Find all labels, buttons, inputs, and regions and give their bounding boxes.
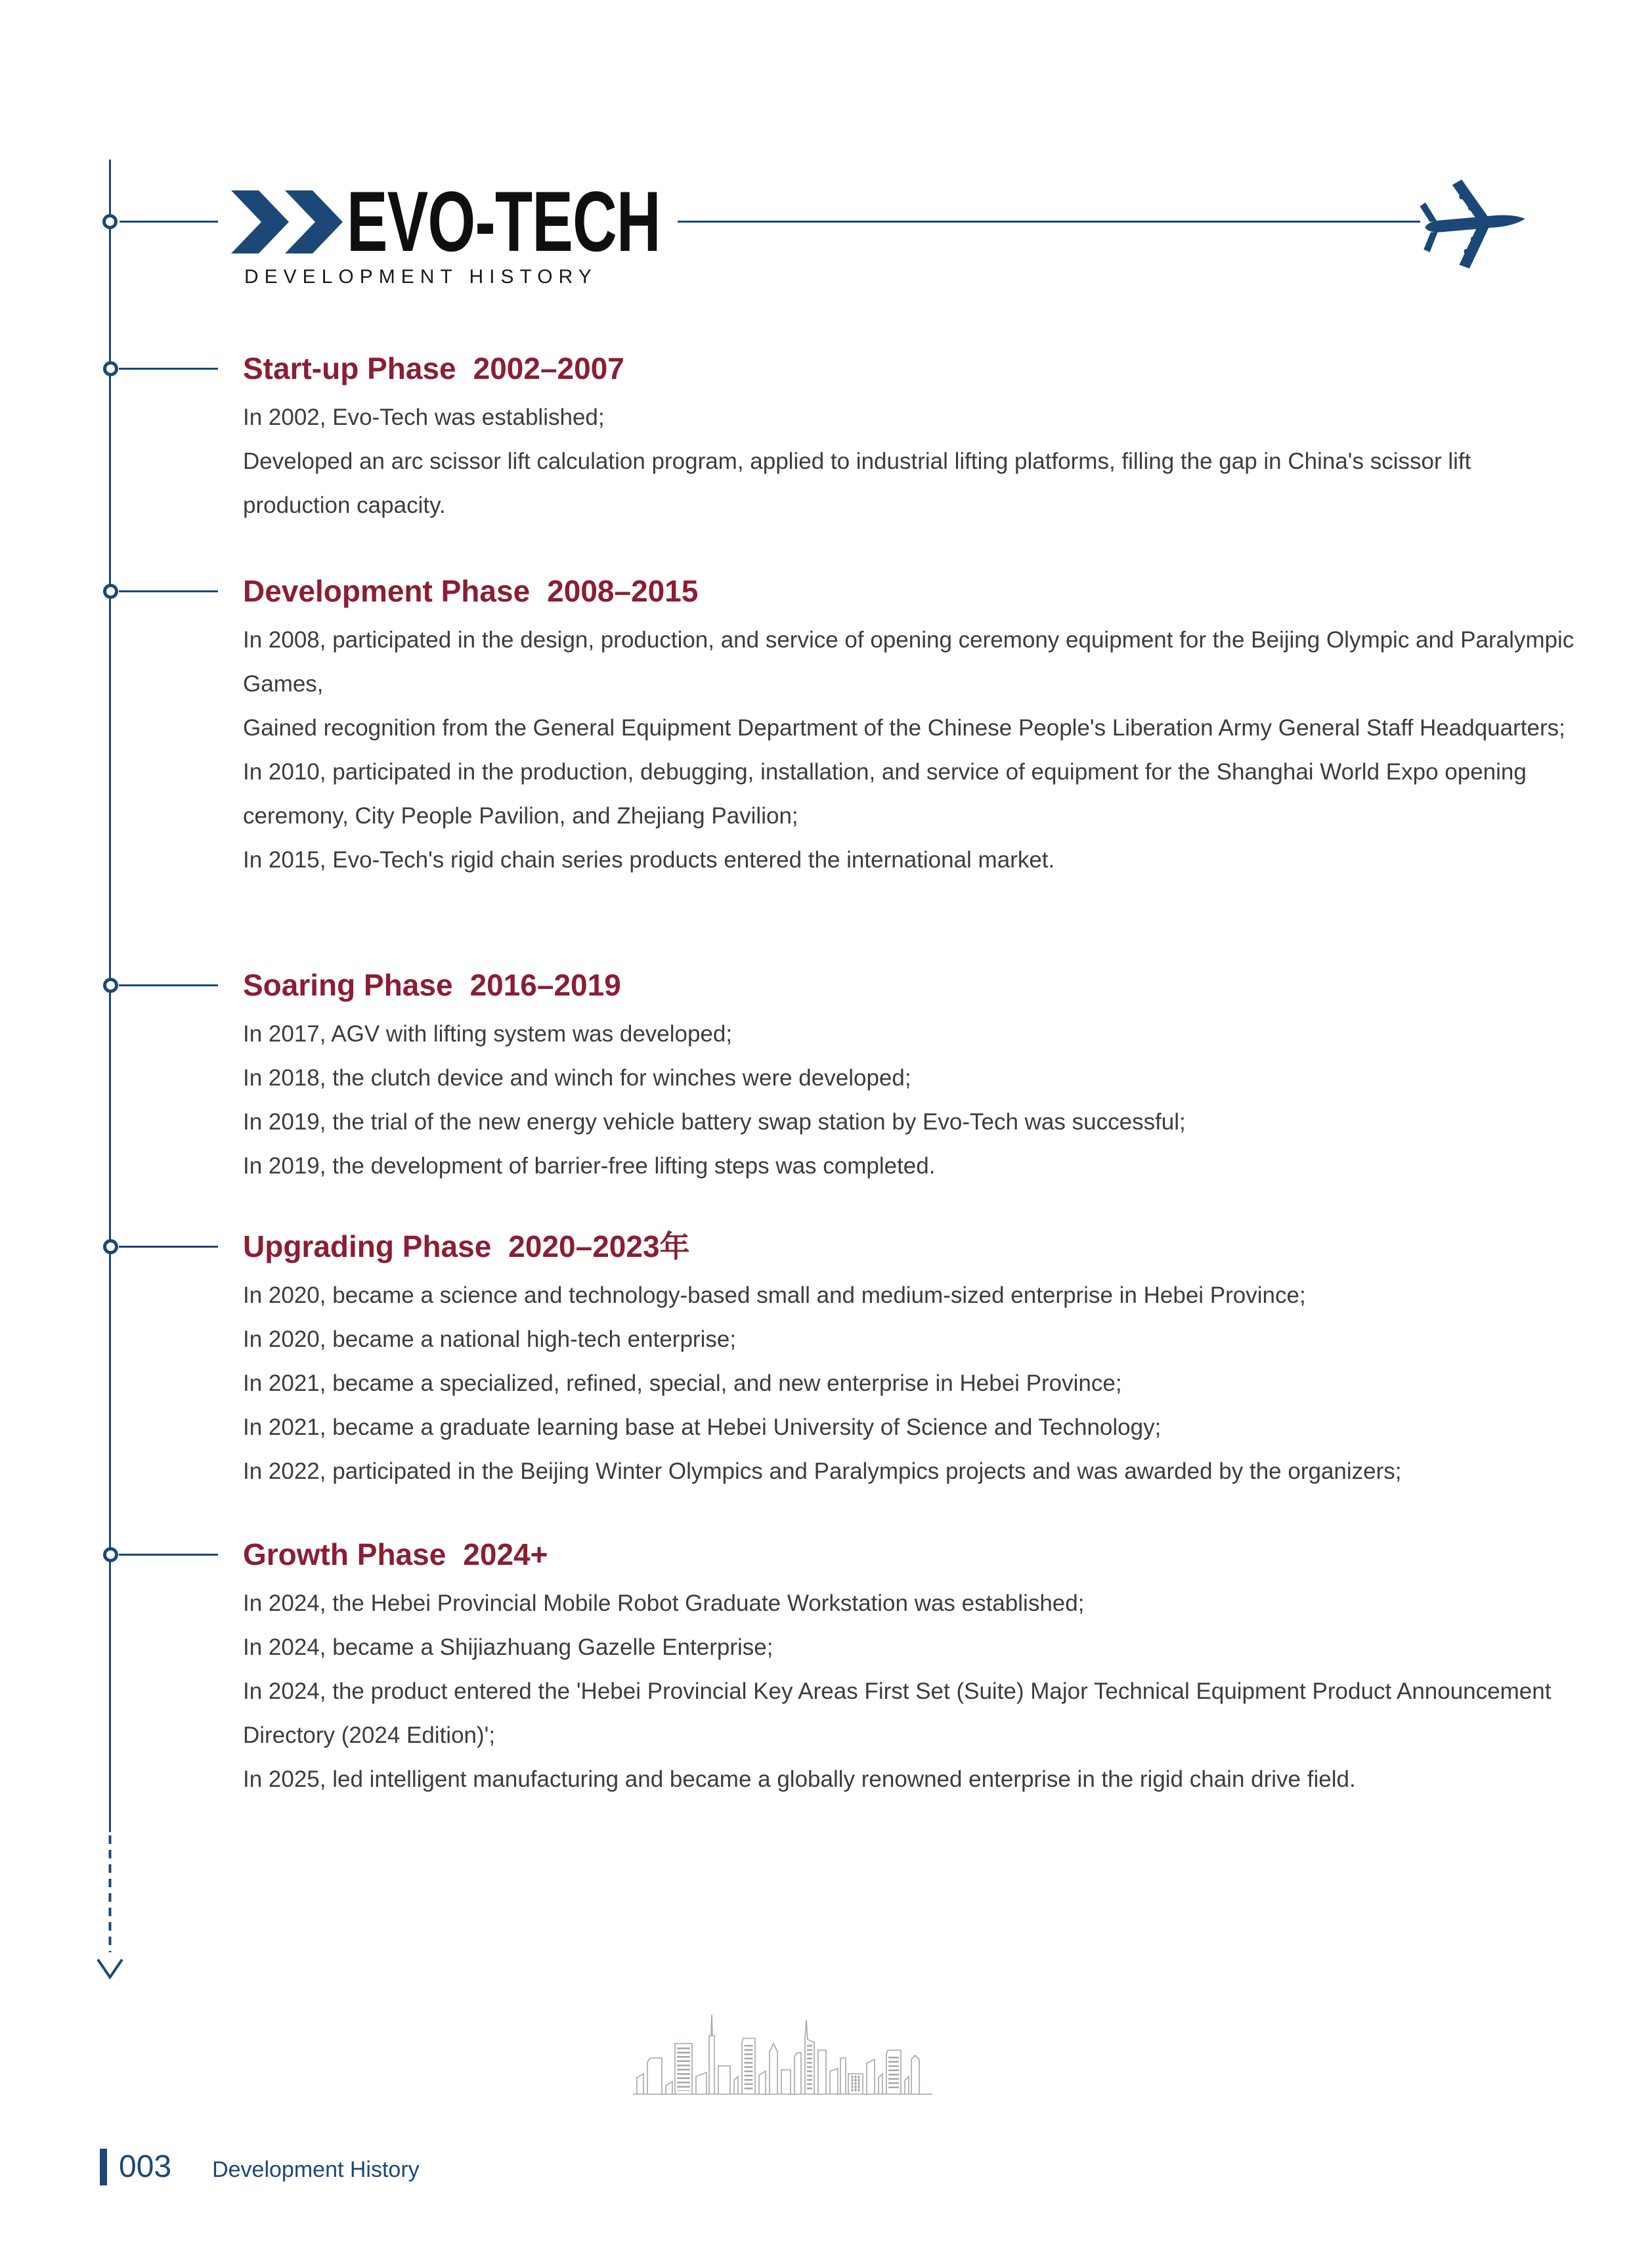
timeline-event: In 2024, the product entered the 'Hebei Provincial Key Areas First Set (Suite) Major Technical Equipment Product Announcement Directory (2024 Edition)'; — [243, 1678, 1552, 1748]
phase-title: Soaring Phase — [243, 968, 453, 1002]
phase-heading — [243, 1537, 1576, 1572]
phase-events — [243, 1273, 1576, 1493]
timeline-connector-line — [120, 221, 218, 223]
phase-title: Start-up Phase — [243, 351, 456, 385]
phase-years: 2020–2023年 — [508, 1229, 690, 1263]
timeline-event: In 2024, the Hebei Provincial Mobile Robot Graduate Workstation was established; — [243, 1590, 1085, 1616]
timeline-section — [243, 573, 1576, 882]
timeline-connector-line — [119, 590, 218, 592]
phase-years: 2016–2019 — [469, 968, 621, 1002]
footer-accent-bar — [100, 2149, 107, 2185]
timeline-event: In 2008, participated in the design, production, and service of opening ceremony equipment for the Beijing Olympic and Paralympic Games, — [243, 627, 1575, 697]
timeline-node-icon — [103, 978, 118, 993]
double-chevron-right-icon — [231, 190, 343, 253]
header-rule-line — [678, 221, 1420, 223]
timeline-connector-line — [119, 1554, 218, 1556]
phase-events — [243, 1581, 1576, 1801]
timeline-event: In 2022, participated in the Beijing Winter Olympics and Paralympics projects and was awarded by the organizers; — [243, 1458, 1402, 1484]
timeline-event: In 2010, participated in the production, debugging, installation, and service of equipment for the Shanghai World Expo opening ceremony, City People Pavilion, and Zhejiang Pavilion; — [243, 759, 1527, 829]
phase-heading — [243, 573, 1576, 609]
timeline-node-icon — [102, 214, 118, 229]
phase-events — [243, 395, 1576, 527]
timeline-section — [243, 1537, 1576, 1801]
phase-heading — [243, 967, 1576, 1003]
timeline-event: In 2021, became a specialized, refined, special, and new enterprise in Hebei Province; — [243, 1370, 1122, 1396]
timeline-event: In 2024, became a Shijiazhuang Gazelle Enterprise; — [243, 1634, 773, 1660]
timeline-event: In 2019, the trial of the new energy vehicle battery swap station by Evo-Tech was successful; — [243, 1109, 1186, 1135]
timeline-event: In 2020, became a science and technology-based small and medium-sized enterprise in Hebei Province; — [243, 1282, 1306, 1308]
timeline-event: In 2017, AGV with lifting system was developed; — [243, 1021, 733, 1047]
timeline-event: In 2015, Evo-Tech's rigid chain series products entered the international market. — [243, 847, 1055, 873]
footer-section-label: Development History — [212, 2157, 420, 2182]
timeline-connector-line — [119, 368, 218, 370]
page-number: 003 — [119, 2149, 172, 2184]
timeline-section — [243, 967, 1576, 1188]
timeline-event: In 2018, the clutch device and winch for winches were developed; — [243, 1065, 911, 1091]
timeline-node-icon — [103, 1547, 118, 1562]
timeline-event: Gained recognition from the General Equipment Department of the Chinese People's Liberation Army General Staff Headquarters; — [243, 715, 1565, 741]
brand-subtitle: DEVELOPMENT HISTORY — [244, 266, 598, 288]
phase-years: 2024+ — [463, 1537, 548, 1571]
timeline-dashed-end — [96, 1835, 123, 1983]
phase-heading — [243, 351, 1576, 386]
phase-events — [243, 1012, 1576, 1188]
phase-heading — [243, 1229, 1576, 1264]
timeline-connector-line — [119, 984, 218, 986]
timeline-section — [243, 1229, 1576, 1493]
phase-years: 2008–2015 — [547, 574, 699, 608]
timeline-event: In 2021, became a graduate learning base at Hebei University of Science and Technology; — [243, 1414, 1162, 1440]
timeline-node-icon — [103, 584, 118, 599]
timeline-node-icon — [103, 361, 118, 376]
timeline-section — [243, 351, 1576, 527]
phase-title: Upgrading Phase — [243, 1229, 492, 1263]
timeline-node-icon — [103, 1239, 118, 1254]
timeline-event: In 2002, Evo-Tech was established; — [243, 405, 605, 430]
brand-title: EVO-TECH — [347, 173, 661, 269]
down-arrow-icon — [98, 1960, 122, 1977]
timeline-line — [109, 160, 111, 1832]
timeline-event: In 2020, became a national high-tech enterprise; — [243, 1326, 737, 1352]
phase-events — [243, 618, 1576, 882]
page-footer — [100, 2149, 420, 2185]
city-skyline-illustration — [632, 2002, 934, 2100]
timeline-connector-line — [119, 1246, 218, 1248]
phase-title: Growth Phase — [243, 1537, 446, 1571]
timeline-event: In 2025, led intelligent manufacturing and became a globally renowned enterprise in the rigid chain drive field. — [243, 1766, 1356, 1792]
phase-years: 2002–2007 — [473, 351, 624, 385]
timeline-event: Developed an arc scissor lift calculation program, applied to industrial lifting platforms, filling the gap in China's scissor lift production capacity. — [243, 449, 1471, 518]
timeline-event: In 2019, the development of barrier-free lifting steps was completed. — [243, 1153, 936, 1179]
phase-title: Development Phase — [243, 574, 531, 608]
airplane-icon — [1418, 172, 1533, 274]
